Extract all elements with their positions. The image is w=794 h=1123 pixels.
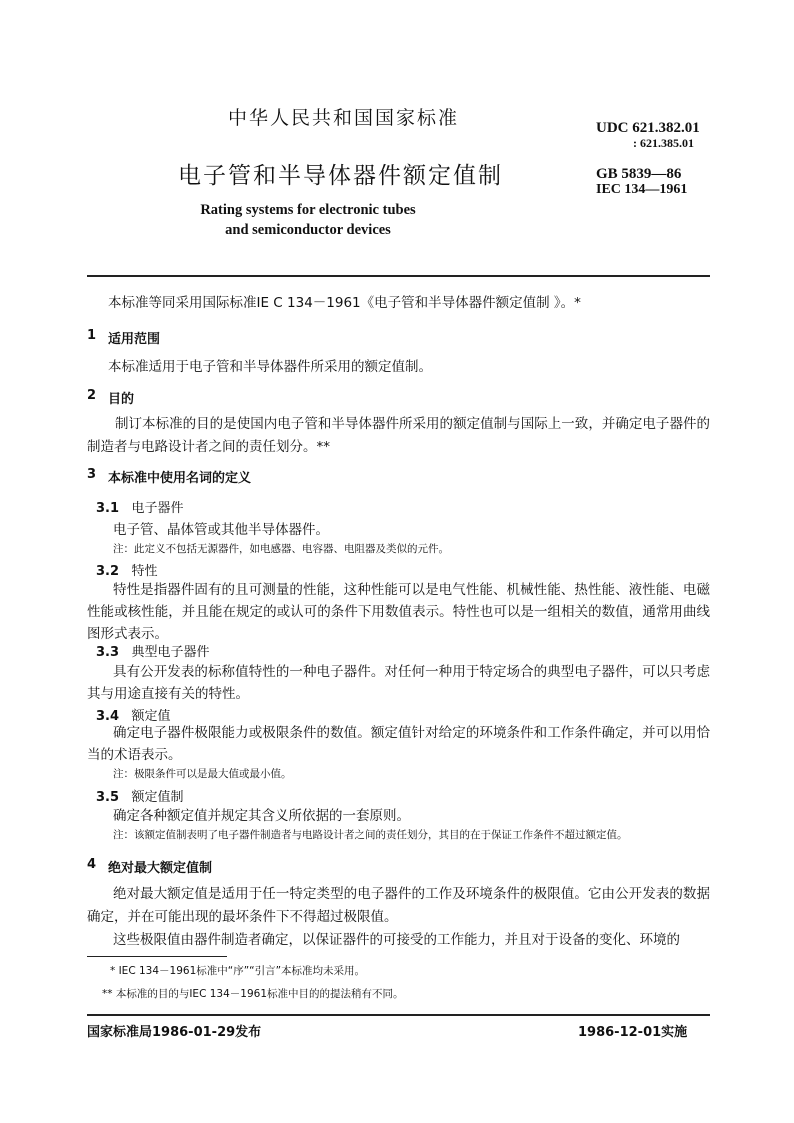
issue-date: 国家标准局1986-01-29发布 <box>87 1025 262 1040</box>
definition-number: 3.5 <box>96 790 120 805</box>
definition-number: 3.4 <box>96 709 120 724</box>
section-4-text-1: 绝对最大额定值是适用于任一特定类型的电子器件的工作及环境条件的极限值。它由公开发表的数据确定，并在可能出现的最坏条件下不得超过极限值。 <box>87 886 710 925</box>
definition-number: 3.1 <box>96 501 120 516</box>
definition-title: 特性 <box>131 564 158 579</box>
document-title-en-line1: Rating systems for electronic tubes <box>200 202 416 218</box>
section-number: 4 <box>87 857 97 872</box>
section-number: 3 <box>87 467 97 482</box>
document-title-cn: 电子管和半导体器件额定值制 <box>178 163 503 189</box>
definition-3-1-note: 注：此定义不包括无源器件，如电感器、电容器、电阻器及类似的元件。 <box>113 543 449 555</box>
section-4-text-2: 这些极限值由器件制造者确定，以保证器件的可接受的工作能力，并且对于设备的变化、环境的 <box>113 932 680 948</box>
gb-number: GB 5839—86 <box>596 166 682 182</box>
definition-3-3-text: 具有公开发表的标称值特性的一种电子器件。对任何一种用于特定场合的典型电子器件，可以只考虑其与用途直接有关的特性。 <box>87 664 710 702</box>
document-title-en-line2: and semiconductor devices <box>225 222 391 238</box>
footnote-divider <box>87 956 227 957</box>
section-number: 2 <box>87 388 97 403</box>
section-number: 1 <box>87 328 97 343</box>
definition-number: 3.2 <box>96 564 120 579</box>
definition-3-1-heading <box>96 497 183 516</box>
definition-3-1-text: 电子管、晶体管或其他半导体器件。 <box>113 522 329 538</box>
section-2-text: 制订本标准的目的是使国内电子管和半导体器件所采用的额定值制与国际上一致，并确定电子器件的制造者与电路设计者之间的责任划分。** <box>87 416 710 455</box>
definition-3-3-heading <box>96 641 209 660</box>
definition-3-5-heading <box>96 786 183 805</box>
header-divider <box>87 275 710 277</box>
section-title: 目的 <box>108 392 135 407</box>
definition-number: 3.3 <box>96 645 120 660</box>
definition-3-2-heading <box>96 560 157 579</box>
udc-number-sub: : 621.385.01 <box>633 136 694 150</box>
definition-3-4-note: 注：极限条件可以是最大值或最小值。 <box>113 768 292 780</box>
definition-3-2-text: 特性是指器件固有的且可测量的性能，这种性能可以是电气性能、机械性能、热性能、液性能、电磁性能或核性能，并且能在规定的或认可的条件下用数值表示。特性也可以是一组相关的数值，通常用曲线图形式表示。 <box>87 582 710 642</box>
section-1-text: 本标准适用于电子管和半导体器件所采用的额定值制。 <box>108 359 432 375</box>
definition-title: 额定值制 <box>131 790 184 805</box>
definition-3-5-text: 确定各种额定值并规定其含义所依据的一套原则。 <box>113 808 410 824</box>
intro-text: 本标准等同采用国际标准IE C 134－1961《电子管和半导体器件额定值制 》。* <box>108 295 581 311</box>
definition-3-4-text: 确定电子器件极限能力或极限条件的数值。额定值针对给定的环境条件和工作条件确定，并可以用恰当的术语表示。 <box>87 725 710 763</box>
iec-number: IEC 134—1961 <box>596 182 688 197</box>
footnote-1: * IEC 134－1961标准中“序”“引言”本标准均未采用。 <box>110 965 366 977</box>
effective-date: 1986-12-01实施 <box>578 1025 688 1040</box>
definition-title: 电子器件 <box>131 501 184 516</box>
section-title: 适用范围 <box>108 332 161 347</box>
definition-title: 额定值 <box>131 709 171 724</box>
definition-title: 典型电子器件 <box>131 645 210 660</box>
section-title: 绝对最大额定值制 <box>108 861 213 876</box>
udc-number: UDC 621.382.01 <box>596 120 700 136</box>
definition-3-5-note: 注：该额定值制表明了电子器件制造者与电路设计者之间的责任划分，其目的在于保证工作条件不超过额定值。 <box>113 829 628 841</box>
footnote-2: ** 本标准的目的与IEC 134－1961标准中目的的提法稍有不同。 <box>102 988 404 1000</box>
footer-divider <box>87 1014 710 1016</box>
section-title: 本标准中使用名词的定义 <box>108 471 252 486</box>
standard-type: 中华人民共和国国家标准 <box>228 107 460 129</box>
